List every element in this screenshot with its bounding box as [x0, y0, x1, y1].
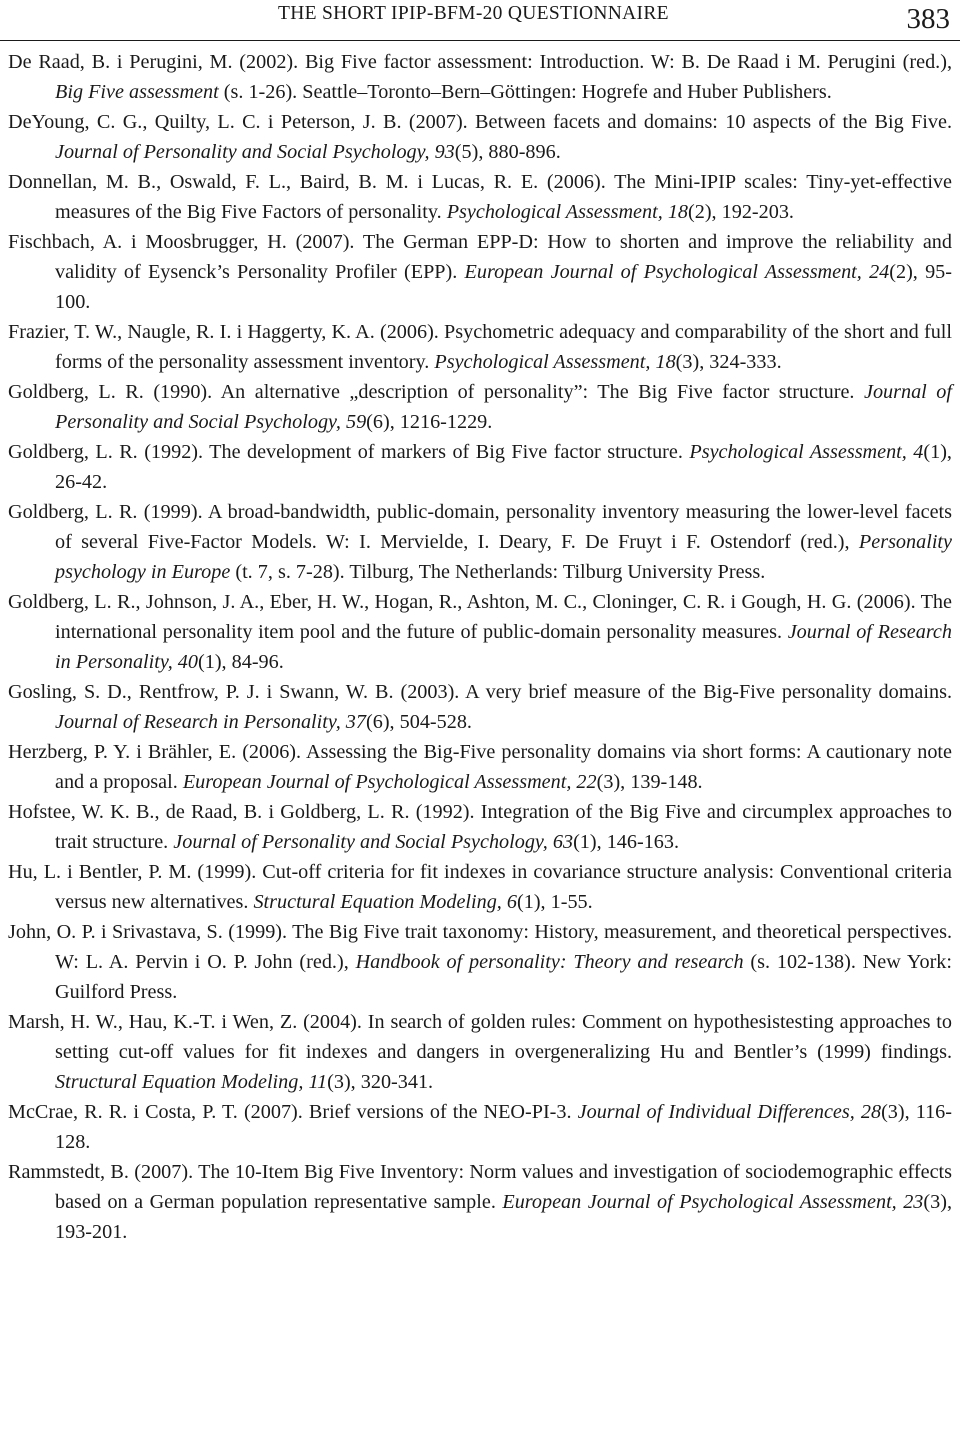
page-number: 383	[906, 3, 950, 35]
reference-text: Herzberg, P. Y. i Brähler, E. (2006). Assessing the Big-Five personality domains via short forms: A cautionary note and a proposal.	[8, 741, 952, 793]
reference-source: Handbook of personality: Theory and research	[355, 951, 744, 973]
reference-source: Personality psychology in Europe	[55, 531, 952, 583]
reference-entry	[8, 1007, 952, 1097]
reference-details: (3), 116-128.	[55, 1101, 952, 1153]
reference-entry	[8, 497, 952, 587]
reference-text: DeYoung, C. G., Quilty, L. C. i Peterson, J. B. (2007). Between facets and domains: 10 aspects of the Big Five.	[8, 111, 952, 133]
reference-entry	[8, 737, 952, 797]
reference-details: (3), 324-333.	[675, 351, 782, 373]
reference-source: Psychological Assessment, 18	[446, 201, 689, 223]
reference-text: Fischbach, A. i Moosbrugger, H. (2007). The German EPP-D: How to shorten and improve the reliability and validity of Eysenck’s Personality Profiler (EPP).	[8, 231, 952, 283]
reference-details: (1), 26-42.	[55, 441, 952, 493]
reference-details: (1), 146-163.	[573, 831, 680, 853]
reference-source: Journal of Personality and Social Psychology, 59	[55, 381, 952, 433]
reference-text: Rammstedt, B. (2007). The 10-Item Big Five Inventory: Norm values and investigation of sociodemographic effects based on a German population representative sample.	[8, 1161, 952, 1213]
reference-text: McCrae, R. R. i Costa, P. T. (2007). Brief versions of the NEO-PI-3.	[8, 1101, 578, 1123]
reference-source: Structural Equation Modeling, 6	[253, 891, 517, 913]
reference-entry	[8, 677, 952, 737]
reference-source: Psychological Assessment, 18	[434, 351, 676, 373]
reference-entry	[8, 377, 952, 437]
reference-entry	[8, 1157, 952, 1247]
reference-details: (s. 1-26). Seattle–Toronto–Bern–Göttingen: Hogrefe and Huber Publishers.	[218, 81, 832, 103]
reference-details: (6), 504-528.	[366, 711, 472, 733]
page-header	[0, 0, 960, 41]
reference-entry	[8, 797, 952, 857]
reference-details: (5), 880-896.	[454, 141, 561, 163]
reference-text: De Raad, B. i Perugini, M. (2002). Big Five factor assessment: Introduction. W: B. De Raad i M. Perugini (red.),	[8, 51, 952, 73]
reference-text: Hu, L. i Bentler, P. M. (1999). Cut-off criteria for fit indexes in covariance structure analysis: Conventional criteria versus new alternatives.	[8, 861, 952, 913]
reference-source: European Journal of Psychological Assessment, 23	[502, 1191, 924, 1213]
reference-details: (3), 320-341.	[327, 1071, 434, 1093]
reference-details: (2), 192-203.	[688, 201, 794, 223]
reference-entry	[8, 1097, 952, 1157]
reference-text: John, O. P. i Srivastava, S. (1999). The Big Five trait taxonomy: History, measurement, and theoretical perspectives. W: L. A. Pervin i O. P. John (red.),	[8, 921, 952, 973]
reference-text: Donnellan, M. B., Oswald, F. L., Baird, B. M. i Lucas, R. E. (2006). The Mini-IPIP scales: Tiny-yet-effective measures of the Big Five Factors of personality.	[8, 171, 952, 223]
reference-details: (3), 193-201.	[55, 1191, 952, 1243]
reference-source: Journal of Personality and Social Psychology, 63	[173, 831, 574, 853]
reference-source: Big Five assessment	[55, 81, 219, 103]
reference-source: European Journal of Psychological Assessment, 22	[182, 771, 597, 793]
reference-text: Goldberg, L. R. (1990). An alternative „description of personality”: The Big Five factor structure.	[8, 381, 864, 403]
reference-text: Goldberg, L. R., Johnson, J. A., Eber, H. W., Hogan, R., Ashton, M. C., Cloninger, C. R. i Gough, H. G. (2006). The international personality item pool and the future of public-domain personality measures.	[8, 591, 952, 643]
reference-entry	[8, 47, 952, 107]
reference-source: Structural Equation Modeling, 11	[55, 1071, 328, 1093]
reference-list	[8, 47, 952, 1247]
reference-source: Psychological Assessment, 4	[689, 441, 924, 463]
reference-entry	[8, 317, 952, 377]
reference-source: European Journal of Psychological Assessment, 24	[464, 261, 890, 283]
reference-details: (1), 1-55.	[517, 891, 593, 913]
reference-details: (2), 95-100.	[55, 261, 952, 313]
reference-entry	[8, 167, 952, 227]
reference-source: Journal of Personality and Social Psychology, 93	[55, 141, 455, 163]
reference-text: Marsh, H. W., Hau, K.-T. i Wen, Z. (2004). In search of golden rules: Comment on hypothesistesting approaches to setting cut-off values for fit indexes and dangers in overgeneralizing Hu and Bentler’s (1999) findings.	[8, 1011, 952, 1063]
reference-text: Goldberg, L. R. (1992). The development of markers of Big Five factor structure.	[8, 441, 690, 463]
reference-entry	[8, 917, 952, 1007]
reference-entry	[8, 107, 952, 167]
reference-source: Journal of Research in Personality, 40	[55, 621, 952, 673]
running-head: THE SHORT IPIP-BFM-20 QUESTIONNAIRE	[278, 3, 669, 24]
reference-details: (6), 1216-1229.	[366, 411, 493, 433]
reference-entry	[8, 857, 952, 917]
reference-details: (s. 102-138). New York: Guilford Press.	[55, 951, 952, 1003]
reference-text: Frazier, T. W., Naugle, R. I. i Haggerty, K. A. (2006). Psychometric adequacy and comparability of the short and full forms of the personality assessment inventory.	[8, 321, 952, 373]
reference-text: Goldberg, L. R. (1999). A broad-bandwidth, public-domain, personality inventory measuring the lower-level facets of several Five-Factor Models. W: I. Mervielde, I. Deary, F. De Fruyt i F. Ostendorf (red.),	[8, 501, 952, 553]
reference-entry	[8, 587, 952, 677]
reference-entry	[8, 437, 952, 497]
reference-details: (t. 7, s. 7-28). Tilburg, The Netherlands: Tilburg University Press.	[230, 561, 766, 583]
reference-text: Hofstee, W. K. B., de Raad, B. i Goldberg, L. R. (1992). Integration of the Big Five and circumplex approaches to trait structure.	[8, 801, 952, 853]
reference-source: Journal of Research in Personality, 37	[55, 711, 366, 733]
reference-source: Journal of Individual Differences, 28	[577, 1101, 882, 1123]
reference-entry	[8, 227, 952, 317]
reference-text: Gosling, S. D., Rentfrow, P. J. i Swann, W. B. (2003). A very brief measure of the Big-Five personality domains.	[8, 681, 952, 703]
reference-details: (1), 84-96.	[198, 651, 284, 673]
reference-details: (3), 139-148.	[596, 771, 703, 793]
